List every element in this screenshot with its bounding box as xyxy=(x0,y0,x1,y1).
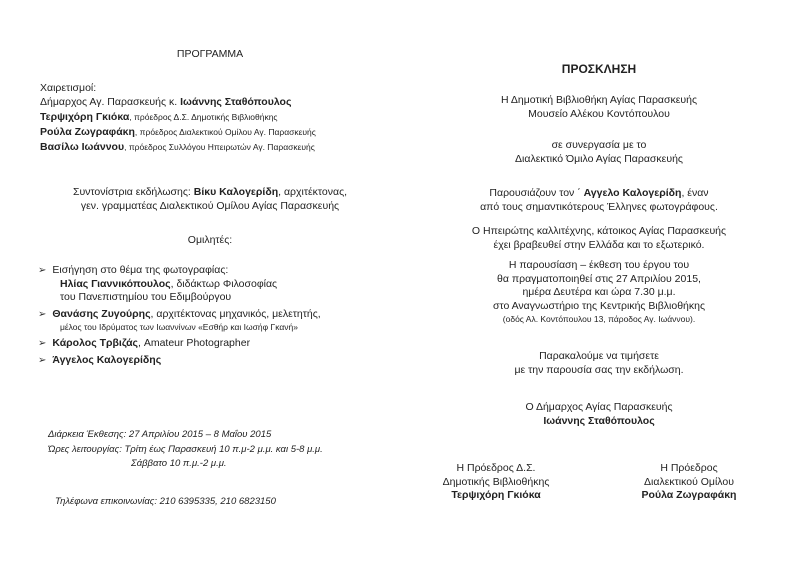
mayor-signature xyxy=(525,401,672,428)
speaker-name: Ηλίας Γιαννικόπουλος xyxy=(60,277,171,290)
collaboration-partner: Διαλεκτικό Όμιλο Αγίας Παρασκευής xyxy=(515,152,683,165)
signatory-organization: Διαλεκτικού Ομίλου xyxy=(644,475,734,488)
event-date: θα πραγματοποιηθεί στις 27 Απριλίου 2015, xyxy=(497,272,701,285)
opening-hours-weekdays: Ώρες λειτουργίας: Τρίτη έως Παρασκευή 10 π.μ-2 μ.μ. και 5-8 μ.μ. xyxy=(48,444,323,455)
signatory-name: Ρούλα Ζωγραφάκη xyxy=(641,489,737,502)
signatory-name: Τερψιχόρη Γκιόκα xyxy=(451,489,541,502)
speaker-intro: ➢ Εισήγηση στο θέμα της φωτογραφίας: xyxy=(38,264,277,278)
invitation-title: ΠΡΟΣΚΛΗΣΗ xyxy=(561,62,637,76)
speaker-name: Θανάσης Ζυγούρης xyxy=(52,308,151,320)
speaker-role: , Amateur Photographer xyxy=(138,337,251,349)
artist-bio xyxy=(472,225,726,252)
event-details xyxy=(493,259,705,325)
mayor-name: Ιωάννης Σταθόπουλος xyxy=(543,414,655,427)
coordinator-name: Βίκυ Καλογερίδη xyxy=(193,186,279,198)
honor-line1: Παρακαλούμε να τιμήσετε xyxy=(539,350,659,362)
signatory-title: Η Πρόεδρος Δ.Σ. xyxy=(456,462,536,474)
present-description: από τους σημαντικότερους Έλληνες φωτογράφους. xyxy=(480,200,718,213)
speaker-role: , αρχιτέκτονας μηχανικός, μελετητής, xyxy=(150,308,321,320)
program-title: ΠΡΟΓΡΑΜΜΑ xyxy=(176,48,244,60)
artist-bio-line1: Ο Ηπειρώτης καλλιτέχνης, κάτοικος Αγίας Παρασκευής xyxy=(471,225,727,237)
collaboration xyxy=(515,139,683,166)
greeting-mayor xyxy=(40,96,291,110)
speaker-2 xyxy=(38,308,321,333)
organizers xyxy=(501,94,697,121)
greeting-name: Βασίλω Ιωάννου xyxy=(40,141,125,153)
coordinator xyxy=(73,186,347,213)
greeting-name: Ιωάννης Σταθόπουλος xyxy=(180,96,292,108)
speakers-heading: Ομιλητές: xyxy=(187,234,233,246)
library-president-signature xyxy=(443,462,550,503)
greeting-role: , πρόεδρος Διαλεκτικού Ομίλου Αγ. Παρασκευής xyxy=(134,127,316,137)
honor-request xyxy=(514,350,683,377)
speaker-affiliation: μέλος του Ιδρύματος των Ιωαννίνων «Εσθήρ και Ιωσήφ Γκανή» xyxy=(60,321,298,332)
speaker-name: Άγγελος Καλογερίδης xyxy=(52,354,162,366)
speaker-3 xyxy=(38,337,250,351)
mayor-title: Ο Δήμαρχος Αγίας Παρασκευής xyxy=(525,401,673,413)
present-suffix: , έναν xyxy=(681,187,709,199)
greetings-heading: Χαιρετισμοί: xyxy=(40,82,97,94)
collaboration-text: σε συνεργασία με το xyxy=(551,139,647,151)
coordinator-role-line2: γεν. γραμματέας Διαλεκτικού Ομίλου Αγίας Παρασκευής xyxy=(80,199,340,212)
contact-phones: Τηλέφωνα επικοινωνίας: 210 6395335, 210 6823150 xyxy=(55,496,276,507)
speaker-4 xyxy=(38,354,161,368)
speaker-role: , διδάκτωρ Φιλοσοφίας xyxy=(170,277,278,290)
signatory-organization: Δημοτικής Βιβλιοθήκης xyxy=(442,475,550,488)
honor-line2: με την παρουσία σας την εκδήλωση. xyxy=(514,363,684,376)
coordinator-label: Συντονίστρια εκδήλωσης: xyxy=(72,186,194,198)
event-address: (οδός Αλ. Κοντόπουλου 13, πάροδος Αγ. Ιωάννου). xyxy=(502,313,696,324)
present-prefix: Παρουσιάζουν τον ΄ xyxy=(489,187,584,199)
greeting-epirus-president xyxy=(40,141,315,155)
greeting-dialectic-president xyxy=(40,126,316,140)
greeting-name: Τερψιχόρη Γκιόκα xyxy=(40,111,130,123)
event-line1: Η παρουσίαση – έκθεση του έργου του xyxy=(508,259,690,271)
greeting-role: , πρόεδρος Συλλόγου Ηπειρωτών Αγ. Παρασκευής xyxy=(124,142,315,152)
artist-bio-line2: έχει βραβευθεί στην Ελλάδα και το εξωτερικό. xyxy=(493,238,705,251)
organizer-library: Η Δημοτική Βιβλιοθήκη Αγίας Παρασκευής xyxy=(500,94,698,106)
event-venue: στο Αναγνωστήριο της Κεντρικής Βιβλιοθήκης xyxy=(492,299,706,312)
speaker-1 xyxy=(38,264,277,305)
organizer-museum: Μουσείο Αλέκου Κοντόπουλου xyxy=(528,107,670,120)
opening-hours-saturday: Σάββατο 10 π.μ.-2 μ.μ. xyxy=(131,458,227,469)
photographer-name: Αγγελο Καλογερίδη xyxy=(583,187,682,199)
presentation-intro xyxy=(480,187,718,214)
speaker-name: Κάρολος Τρβιζάς xyxy=(52,337,138,349)
signatory-title: Η Πρόεδρος xyxy=(660,462,718,474)
event-time: ημέρα Δευτέρα και ώρα 7.30 μ.μ. xyxy=(522,286,676,299)
greeting-library-president xyxy=(40,111,278,125)
greeting-name: Ρούλα Ζωγραφάκη xyxy=(40,126,135,138)
dialectic-president-signature xyxy=(642,462,737,503)
coordinator-role: , αρχιτέκτονας, xyxy=(278,186,348,198)
speaker-affiliation: του Πανεπιστημίου του Εδιμβούργου xyxy=(60,291,232,304)
greeting-prefix: Δήμαρχος Αγ. Παρασκευής κ. xyxy=(40,96,181,108)
greeting-role: , πρόεδρος Δ.Σ. Δημοτικής Βιβλιοθήκης xyxy=(129,112,278,122)
exhibition-duration: Διάρκεια Έκθεσης: 27 Απριλίου 2015 – 8 Μαΐου 2015 xyxy=(48,429,272,440)
